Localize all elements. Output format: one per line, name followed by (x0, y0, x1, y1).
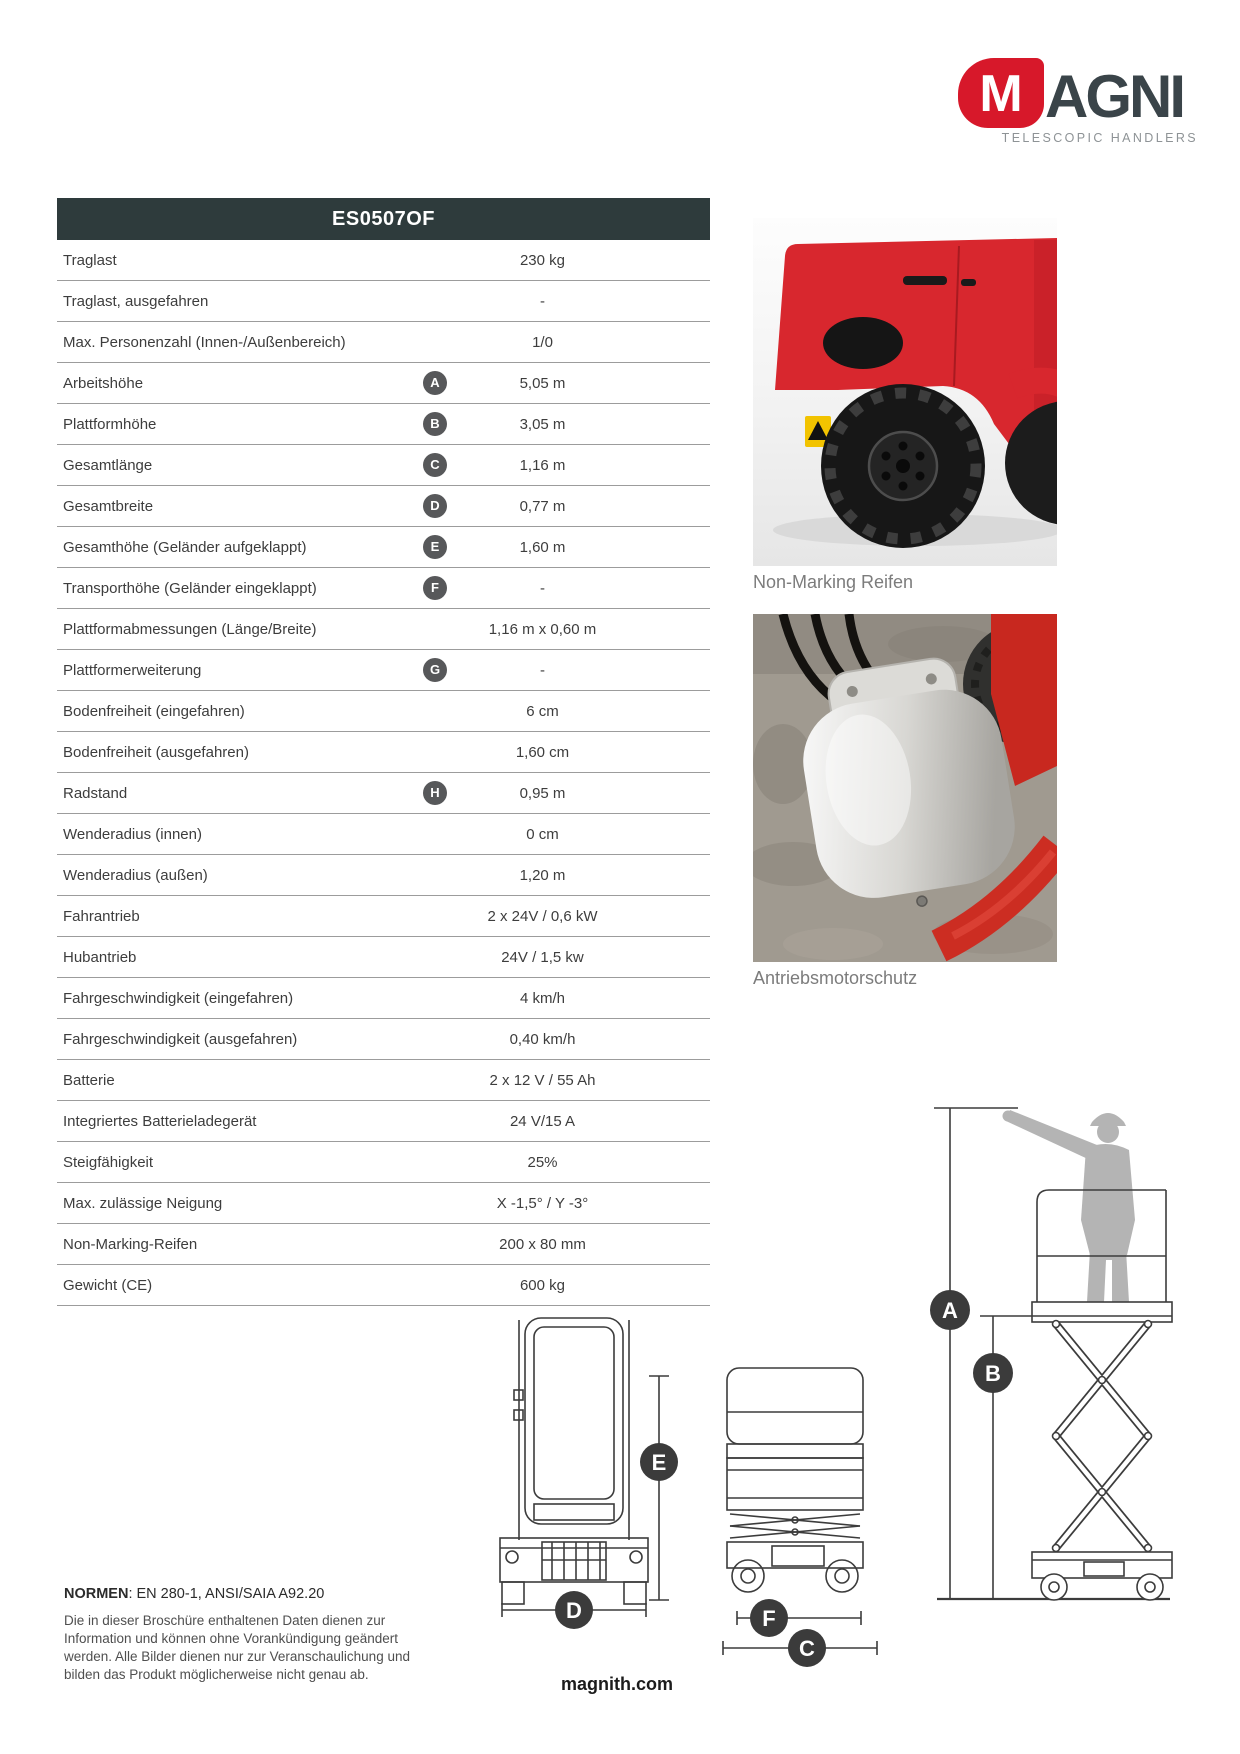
dimension-badge: F (423, 576, 447, 600)
spec-label: Gesamthöhe (Geländer aufgeklappt) (63, 538, 307, 556)
side-view-drawing (727, 1368, 863, 1592)
spec-label: Bodenfreiheit (ausgefahren) (63, 743, 249, 761)
spec-label: Wenderadius (innen) (63, 825, 202, 843)
table-row (57, 1019, 710, 1060)
spec-label: Traglast, ausgefahren (63, 292, 209, 310)
spec-value: 1,16 m x 0,60 m (488, 620, 597, 638)
spec-value: - (540, 661, 545, 679)
dimension-diagram (440, 1090, 1180, 1670)
spec-value: 24 V/15 A (509, 1112, 576, 1130)
spec-value: 1/0 (532, 333, 553, 351)
dimension-badge: B (423, 412, 447, 436)
spec-label: Integriertes Batterieladegerät (63, 1112, 257, 1130)
photo-drive-motor-guard (753, 614, 1057, 962)
spec-value: 230 kg (519, 251, 566, 269)
front-view-drawing (500, 1318, 648, 1604)
logo-tagline: TELESCOPIC HANDLERS (1001, 131, 1198, 145)
badge-letter-f: F (762, 1606, 776, 1631)
table-row (57, 404, 710, 445)
spec-value: 3,05 m (519, 415, 566, 433)
table-row (57, 650, 710, 691)
table-row (57, 240, 710, 281)
spec-label: Plattformhöhe (63, 415, 157, 433)
spec-value: 1,20 m (519, 866, 566, 884)
spec-value: 0,77 m (519, 497, 566, 515)
badge-letter-a: A (942, 1298, 958, 1323)
table-row (57, 322, 710, 363)
table-row (57, 363, 710, 404)
spec-value: 2 x 24V / 0,6 kW (487, 907, 598, 925)
spec-value: 0 cm (526, 825, 559, 843)
spec-label: Steigfähigkeit (63, 1153, 154, 1171)
dimension-badge: G (423, 658, 447, 682)
spec-value: - (540, 292, 545, 310)
dimension-badge: A (423, 371, 447, 395)
dimension-badge: C (423, 453, 447, 477)
table-row (57, 937, 710, 978)
spec-label: Radstand (63, 784, 128, 802)
table-row (57, 732, 710, 773)
badge-letter-e: E (651, 1450, 667, 1475)
dimension-e (640, 1376, 678, 1600)
dimension-badge: H (423, 781, 447, 805)
spec-value: 200 x 80 mm (499, 1235, 586, 1253)
dimension-badge: D (423, 494, 447, 518)
table-row (57, 978, 710, 1019)
spec-label: Gesamtlänge (63, 456, 153, 474)
spec-label: Wenderadius (außen) (63, 866, 208, 884)
spec-value: 4 km/h (519, 989, 565, 1007)
logo-wordmark: AGNI (1045, 63, 1183, 130)
normen-value: : EN 280-1, ANSI/SAIA A92.20 (128, 1586, 325, 1602)
badge-letter-b: B (985, 1361, 1001, 1386)
photo-non-marking-tires (753, 218, 1057, 566)
spec-label: Transporthöhe (Geländer eingeklappt) (63, 579, 317, 597)
spec-label: Fahrantrieb (63, 907, 140, 925)
spec-label: Plattformabmessungen (Länge/Breite) (63, 620, 317, 638)
spec-value: 1,60 m (519, 538, 566, 556)
spec-value: 1,60 cm (515, 743, 570, 761)
spec-value: 0,40 km/h (509, 1030, 576, 1048)
spec-value: 5,05 m (519, 374, 566, 392)
spec-label: Bodenfreiheit (eingefahren) (63, 702, 245, 720)
tire (821, 384, 985, 548)
magni-logo (958, 58, 1198, 145)
disclaimer-text: Die in dieser Broschüre enthaltenen Daten dienen zur Information und können ohne Vorankündigung geändert werden. Alle Bilder dienen nur zur Veranschaulichung und bilden das Produkt möglicherweise nicht genau ab. (64, 1613, 410, 1683)
scissor-arms (1053, 1321, 1152, 1552)
table-row (57, 814, 710, 855)
spec-value: 24V / 1,5 kw (501, 948, 584, 966)
normen-label: NORMEN (64, 1586, 129, 1602)
magni-logo-mark (958, 58, 1044, 128)
table-row (57, 281, 710, 322)
table-row (57, 855, 710, 896)
spec-value: 2 x 12 V / 55 Ah (489, 1071, 596, 1089)
badge-letter-c: C (799, 1636, 815, 1661)
spec-label: Max. zulässige Neigung (63, 1194, 223, 1212)
spec-label: Traglast (63, 251, 117, 269)
spec-label: Batterie (63, 1071, 115, 1089)
logo-letter-m: M (979, 65, 1023, 123)
table-row (57, 691, 710, 732)
table-row (57, 527, 710, 568)
badge-letter-d: D (566, 1598, 582, 1623)
spec-value: X -1,5° / Y -3° (496, 1194, 589, 1212)
spec-label: Gesamtbreite (63, 497, 154, 515)
table-row (57, 568, 710, 609)
spec-value: - (540, 579, 545, 597)
elevated-view-drawing (930, 1108, 1172, 1600)
table-row (57, 609, 710, 650)
spec-value: 0,95 m (519, 784, 566, 802)
table-row (57, 486, 710, 527)
website-link[interactable]: magnith.com (560, 1674, 673, 1694)
table-row (57, 896, 710, 937)
photo1-caption: Non-Marking Reifen (753, 572, 914, 592)
operator-silhouette (1003, 1110, 1136, 1302)
spec-value: 1,16 m (519, 456, 566, 474)
spec-value: 600 kg (519, 1276, 566, 1294)
photo2-caption: Antriebsmotorschutz (753, 968, 918, 988)
model-header: ES0507OF (57, 198, 710, 240)
spec-value: 6 cm (526, 702, 559, 720)
spec-label: Plattformerweiterung (63, 661, 202, 679)
spec-label: Max. Personenzahl (Innen-/Außenbereich) (63, 333, 346, 351)
spec-label: Arbeitshöhe (63, 374, 144, 392)
normen-line (64, 1586, 324, 1602)
spec-label: Gewicht (CE) (63, 1276, 153, 1294)
spec-value: 25% (527, 1153, 558, 1171)
spec-label: Fahrgeschwindigkeit (ausgefahren) (63, 1030, 298, 1048)
dimension-badge: E (423, 535, 447, 559)
spec-label: Hubantrieb (63, 948, 137, 966)
table-row (57, 773, 710, 814)
spec-label: Non-Marking-Reifen (63, 1235, 198, 1253)
spec-label: Fahrgeschwindigkeit (eingefahren) (63, 989, 294, 1007)
table-row (57, 445, 710, 486)
